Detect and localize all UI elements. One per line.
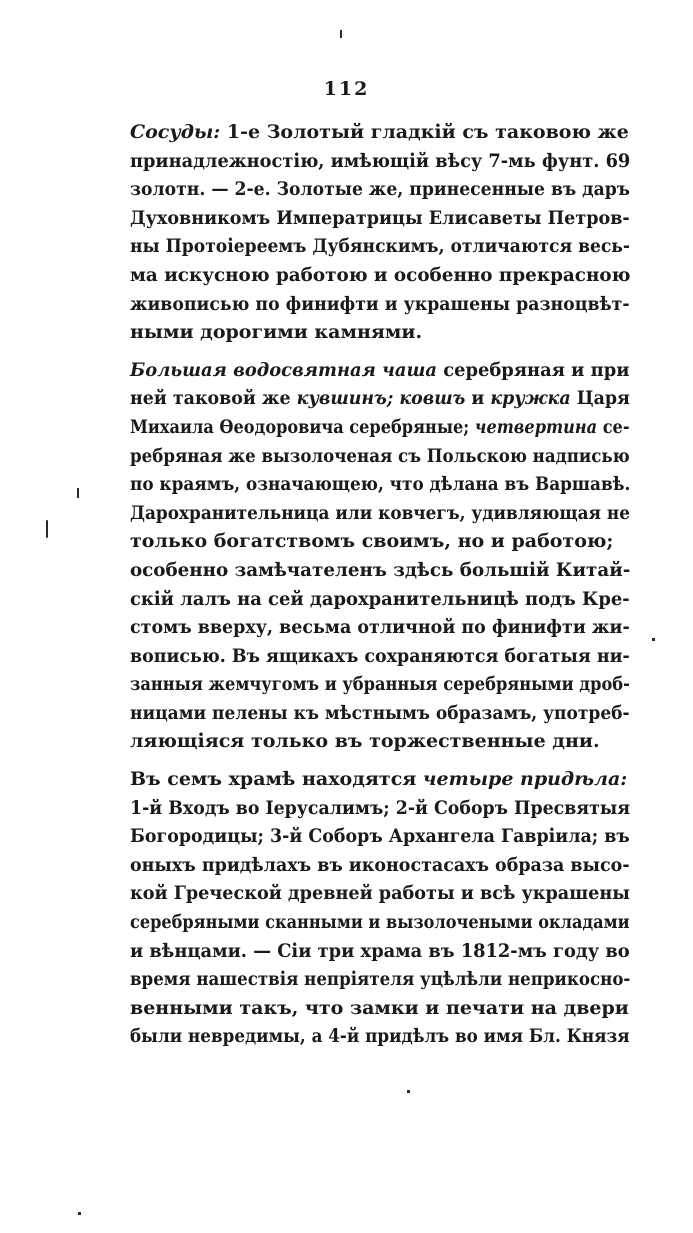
italic-run: четыре придѣла: (422, 768, 628, 791)
text-line (130, 670, 630, 699)
scan-speck (78, 1212, 81, 1215)
text-run: Дарохранительница или ковчегъ, удивляющая не (130, 501, 631, 524)
text-line (130, 118, 630, 147)
text-run: и (465, 387, 491, 410)
italic-run: Сосуды: (130, 121, 221, 143)
paragraph-gap (130, 756, 630, 765)
italic-run: кружка (490, 387, 571, 410)
text-line (130, 290, 630, 319)
page-number: 112 (323, 78, 370, 100)
text-run: Царя (570, 387, 630, 410)
text-run: время нашествія непріятеля уцѣлѣли неприкосно- (130, 968, 631, 991)
text-run: ребряная же вызолоченая съ Польскою надписью (130, 444, 630, 467)
italic-run: Большая водосвятная чаша (130, 358, 437, 381)
text-run: Богородицы; 3-й Соборъ Архангела Гавріила; въ (130, 825, 630, 848)
text-run: ма искусною работою и особенно прекрасною (130, 263, 631, 286)
text-run: стомъ вверху, весьма отличной по финифти жи- (130, 616, 630, 639)
text-run: принадлежностію, имѣющій вѣсу 7-мь фунт. 69 (130, 149, 631, 172)
text-line (130, 147, 631, 176)
scan-speck (652, 638, 655, 641)
text-line (130, 204, 630, 233)
text-line (130, 261, 631, 290)
text-line (130, 613, 630, 642)
text-run: ней таковой же (130, 387, 297, 410)
text-line (130, 175, 631, 204)
text-line (130, 470, 631, 499)
text-line (130, 965, 631, 994)
text-line (130, 499, 631, 528)
text-line (130, 937, 630, 966)
text-run: 1-й Входъ во Іерусалимъ; 2-й Соборъ Пресвятыя (130, 796, 631, 819)
text-run: ны Протоіереемъ Дубянскимъ, отличаются весь- (130, 235, 631, 258)
text-run: серебряная и при (436, 358, 630, 381)
text-line (130, 851, 630, 880)
text-run: золотн. — 2-е. Золотые же, принесенные въ даръ (130, 178, 631, 201)
body-text (130, 118, 630, 1051)
text-run: занныя жемчугомъ и убранныя серебряными дроб- (130, 673, 630, 696)
text-line (130, 879, 630, 908)
text-line (130, 765, 630, 794)
text-run: кой Греческой древней работы и всѣ украшены (130, 882, 630, 905)
text-line (130, 822, 630, 851)
text-line (130, 442, 630, 471)
scan-speck (340, 30, 342, 38)
paragraph-gap (130, 347, 630, 356)
text-run: и вѣнцами. — Сіи три храма въ 1812-мъ году во (130, 939, 630, 962)
text-run: скій лалъ на сей дарохранительницѣ подъ Кре- (130, 587, 630, 610)
italic-run: четвертина (474, 415, 598, 438)
text-run: ницами пелены къ мѣстнымъ образамъ, употреб- (130, 701, 630, 724)
text-line (130, 994, 630, 1023)
text-run: ными дорогими камнями. (130, 321, 423, 344)
text-run: Михаила Өеодоровича серебряные; (130, 415, 475, 438)
text-line (130, 384, 630, 413)
text-line (130, 585, 630, 614)
scan-speck (77, 488, 79, 498)
scan-speck (46, 520, 48, 538)
text-run: ляющіяся только въ торжественные дни. (130, 730, 600, 753)
text-line (130, 642, 630, 671)
text-run: Въ семъ храмѣ находятся (130, 768, 423, 791)
scan-speck (407, 1090, 410, 1093)
text-line (130, 527, 630, 556)
text-line (130, 727, 630, 756)
text-line (130, 356, 630, 385)
text-run: венными такъ, что замки и печати на двери (130, 996, 629, 1019)
italic-run: кувшинъ; ковшъ (296, 387, 466, 410)
text-line (130, 232, 631, 261)
text-run: оныхъ придѣлахъ въ иконостасахъ образа высо- (130, 853, 630, 876)
text-run: только богатствомъ своимъ, но и работою; (130, 530, 614, 553)
text-run: серебряными сканными и вызолочеными окладами (130, 911, 630, 934)
text-run: особенно замѣчателенъ здѣсь большій Китай- (130, 558, 631, 581)
text-run: вописью. Въ ящикахъ сохраняются богатыя ни- (130, 644, 630, 667)
text-run: се- (597, 415, 630, 438)
text-run: живописью по финифти и украшены разноцвѣт- (130, 292, 630, 315)
text-run: были невредимы, а 4-й придѣлъ во имя Бл. Князя (130, 1025, 630, 1048)
text-run: 1-е Золотый гладкій съ таковою же (220, 121, 629, 143)
text-run: Духовникомъ Императрицы Елисаветы Петров- (130, 206, 630, 229)
text-line (130, 794, 631, 823)
text-line (130, 556, 631, 585)
text-line (130, 413, 630, 442)
text-run: по краямъ, означающею, что дѣлана въ Варшавѣ. (130, 473, 631, 496)
text-line (130, 908, 630, 937)
text-line (130, 1022, 630, 1051)
text-line (130, 318, 630, 347)
text-line (130, 699, 630, 728)
